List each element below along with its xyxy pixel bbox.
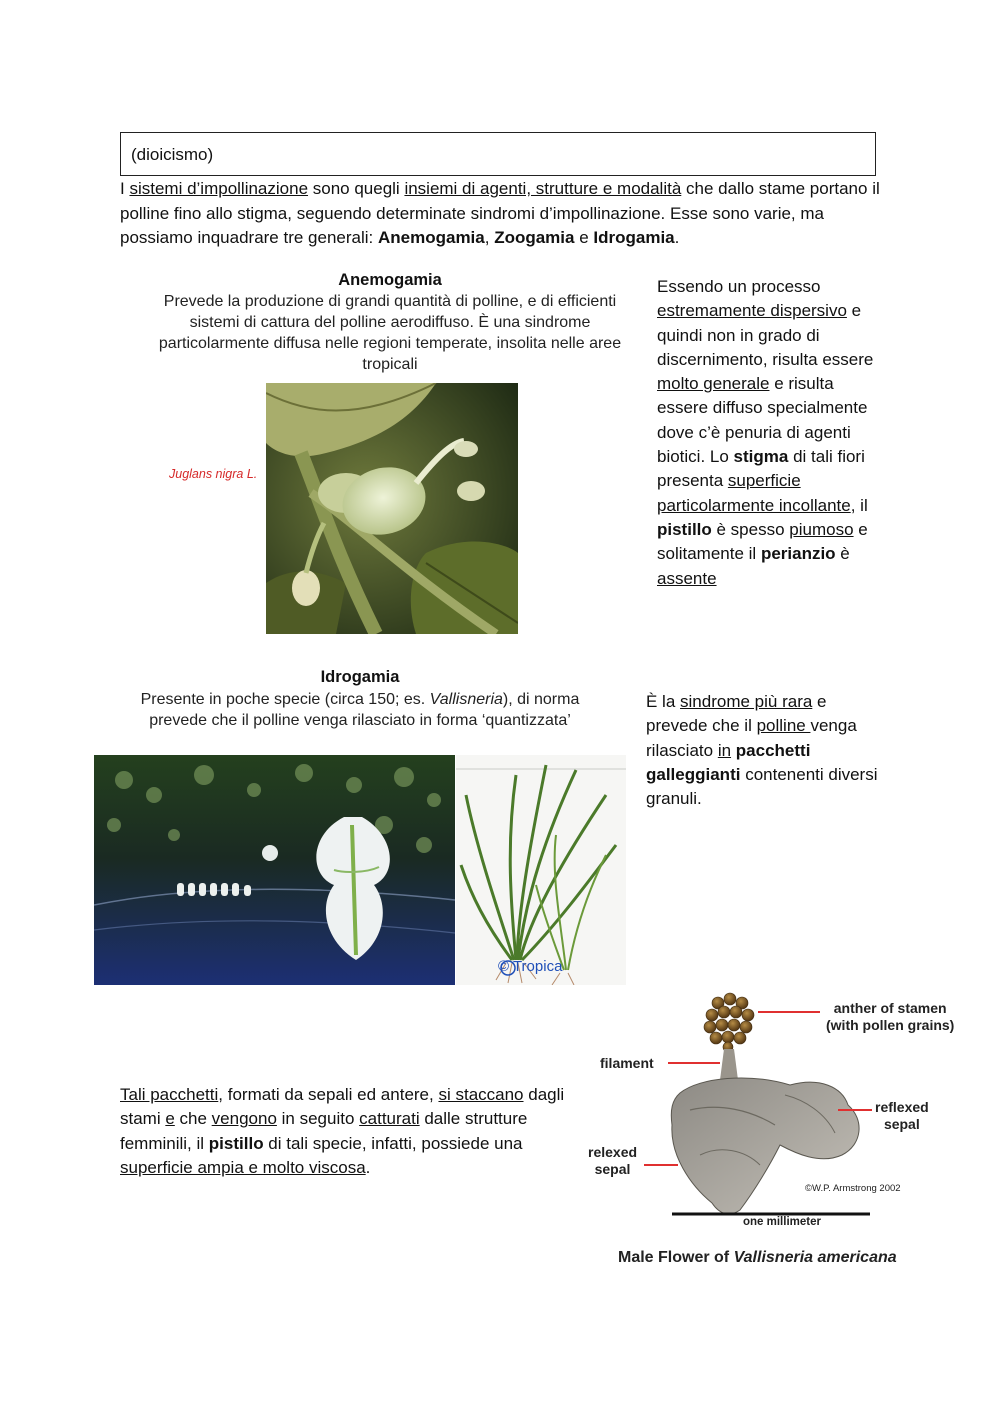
intro-underlined: sistemi d’impollinazione [129, 179, 309, 198]
bottom-text: dalle strutture femminili, il [120, 1109, 528, 1153]
side-text: È la [646, 692, 681, 711]
caption-text: Male Flower of [618, 1249, 734, 1266]
side-text: di tali fiori presenta [657, 447, 865, 491]
side-text: è [835, 544, 850, 564]
intro-text: , [484, 228, 495, 247]
anemogamia-title: Anemogamia [338, 271, 442, 289]
intro-text: sono quegli [308, 179, 405, 198]
intro-text: I [120, 179, 130, 198]
caption-text: Presente in poche specie (circa 150; es. [140, 691, 430, 708]
bottom-text: , formati da sepali ed antere, [218, 1085, 439, 1104]
caption-text: ), di norma prevede che il polline venga rilasciato in forma ‘quantizzata’ [149, 691, 580, 729]
intro-underlined: insiemi di agenti, strutture e modalità [404, 179, 682, 198]
intro-bold-idrogamia: Idrogamia [593, 228, 675, 247]
side-underlined: estremamente dispersivo [657, 301, 847, 321]
bottom-text: che [174, 1109, 212, 1129]
side-underlined: assente [657, 568, 717, 588]
bottom-underlined: superficie ampia e molto viscosa [120, 1158, 366, 1178]
reflexed-sepal-label [875, 1099, 929, 1133]
caption-italic: Vallisneria americana [733, 1249, 897, 1266]
idrogamia-caption [110, 689, 610, 731]
bottom-underlined: vengono [211, 1109, 277, 1129]
intro-bold-zoogamia: Zoogamia [494, 228, 575, 247]
side-text: e risulta essere diffuso specialmente dove c’è penuria di agenti biotici. Lo [657, 374, 868, 467]
diagram-caption [618, 1249, 897, 1267]
bottom-underlined: catturati [359, 1109, 420, 1129]
relexed-label-line: relexed [588, 1144, 638, 1160]
side-bold: stigma [733, 447, 789, 467]
side-underlined: superficie particolarmente incollante [657, 471, 851, 515]
bottom-underlined: Tali pacchetti [120, 1085, 219, 1104]
anemogamia-caption: Prevede la produzione di grandi quantità di polline, e di efficienti sistemi di cattura del polline aerodiffuso. È una sindrome particolarmente diffusa nelle regioni temperate, insolita nelle aree tropicali [158, 293, 622, 373]
side-text: venga rilasciato [646, 716, 857, 760]
bottom-text: dagli stami [120, 1085, 565, 1129]
dioicismo-box [120, 132, 876, 176]
anther-label-line: (with pollen grains) [826, 1017, 955, 1033]
side-underlined: sindrome più rara [680, 692, 813, 711]
bottom-text: in seguito [276, 1109, 360, 1129]
relexed-sepal-label [588, 1144, 637, 1178]
idrogamia-side-text [646, 690, 886, 811]
anther-label [826, 1000, 954, 1034]
side-bold: pacchetti galleggianti [646, 740, 811, 784]
side-text: e solitamente il [657, 519, 868, 564]
anemogamia-side-text [657, 275, 885, 591]
side-underlined: polline [756, 716, 811, 736]
juglans-nigra-photo [266, 383, 518, 634]
caption-italic: Vallisneria [429, 691, 503, 708]
reflexed-label-line: reflexed [875, 1099, 929, 1115]
side-underlined: in [717, 740, 732, 760]
bottom-underlined: e [165, 1109, 175, 1129]
intro-text: che dallo stame portano il polline fino allo stigma, seguendo determinate sindromi d’impollinazione. Esse sono varie, ma possiamo inquadrare tre generali: [120, 179, 880, 247]
intro-text: . [674, 228, 680, 247]
side-text: è spesso [711, 519, 790, 539]
male-flower-diagram [580, 985, 980, 1275]
bottom-bold: pistillo [208, 1133, 264, 1153]
diagram-copyright: ©W.P. Armstrong 2002 [805, 1183, 901, 1194]
vallisneria-water-photo [94, 755, 455, 985]
relexed-label-line: sepal [594, 1161, 631, 1177]
side-underlined: piumoso [789, 519, 854, 539]
box-text: (dioicismo) [131, 145, 214, 164]
idrogamia-title: Idrogamia [320, 668, 400, 686]
bottom-text: . [365, 1158, 371, 1178]
side-text: contenenti diversi granuli. [646, 764, 878, 809]
side-text: , il [850, 495, 868, 515]
side-bold: pistillo [657, 519, 712, 539]
filament-label: filament [600, 1055, 654, 1071]
side-underlined: molto generale [657, 374, 770, 394]
side-bold: perianzio [760, 544, 836, 564]
intro-paragraph [120, 177, 880, 251]
side-text: e quindi non in grado di discernimento, risulta essere [657, 301, 874, 369]
side-text: e prevede che il [646, 692, 827, 736]
bottom-paragraph [120, 1083, 570, 1181]
vallisneria-plant-photo [456, 755, 626, 985]
anther-label-line: anther of stamen [833, 1000, 947, 1016]
species-label: Juglans nigra L. [169, 467, 258, 481]
bottom-underlined: si staccano [438, 1085, 524, 1104]
scale-label: one millimeter [743, 1216, 821, 1228]
reflexed-label-line: sepal [883, 1116, 920, 1132]
intro-bold-anemogamia: Anemogamia [377, 228, 485, 247]
intro-text: e [574, 228, 594, 247]
tropica-credit: © Tropica [498, 958, 563, 975]
bottom-text: di tali specie, infatti, possiede una [263, 1133, 523, 1153]
side-text: Essendo un processo [657, 277, 821, 296]
